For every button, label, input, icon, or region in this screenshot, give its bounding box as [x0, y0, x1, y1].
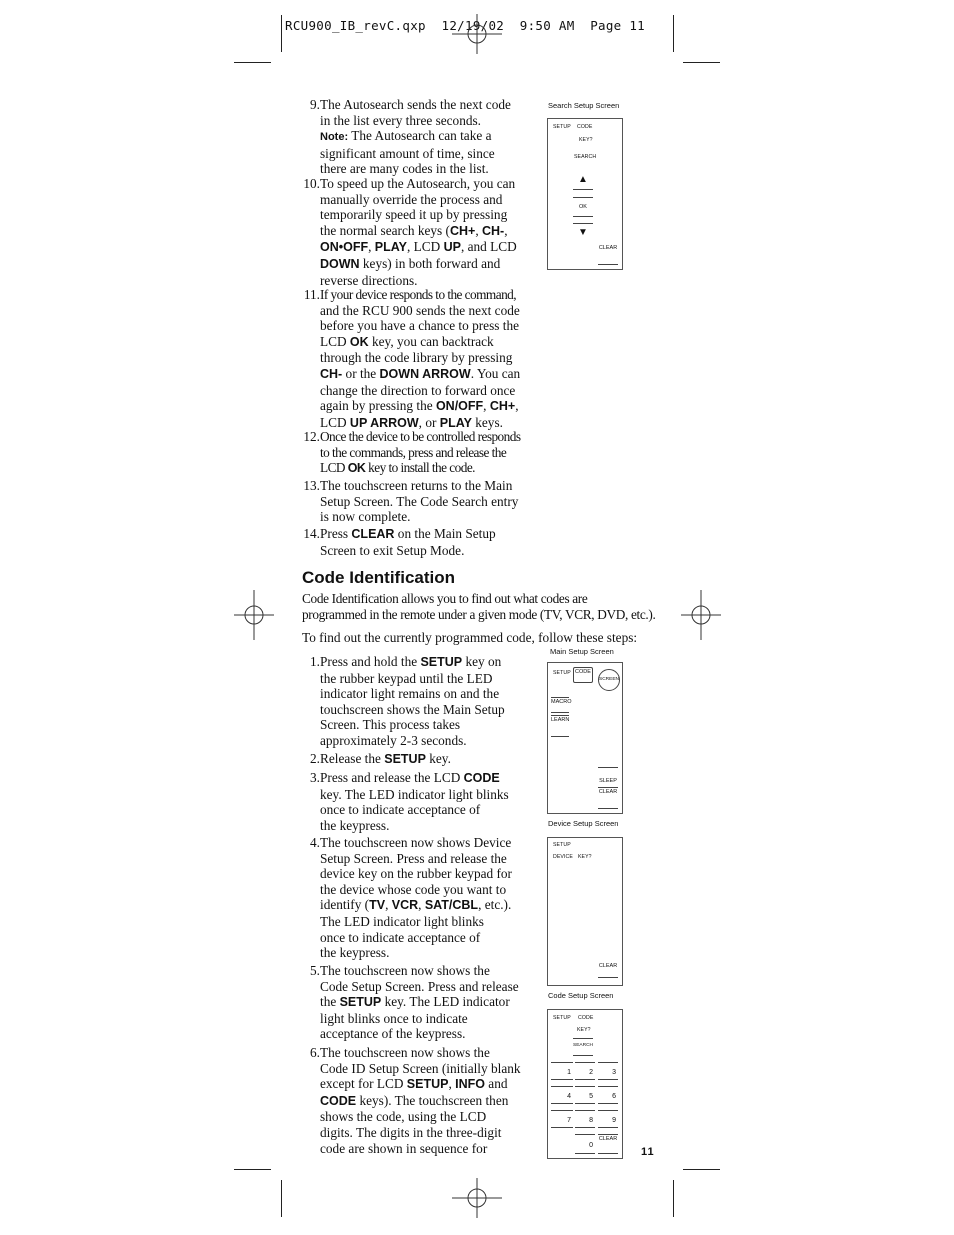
step-12: 12. Once the device to be controlled responds to the commands, press and release the LCD OK key to install the code.	[303, 429, 521, 476]
note-label: Note:	[320, 131, 349, 144]
code-label: CODE	[578, 1015, 594, 1021]
crop-mark	[683, 1169, 720, 1170]
step-11: 11. If your device responds to the command, and the RCU 900 sends the next code before you have a chance to press the LCD OK key, you can backtrack through the code library by pressing CH- or the DOWN ARROW. You can change the direction to forward once again by pressing the ON/OFF, CH+, LCD UP ARROW, or PLAY keys.	[303, 287, 521, 430]
down-arrow-key[interactable]: ▼	[573, 223, 593, 242]
registration-mark	[452, 14, 502, 54]
crop-mark	[683, 62, 720, 63]
main-screen-caption: Main Setup Screen	[550, 647, 614, 656]
step-5: 5. The touchscreen now shows the Code Setup Screen. Press and release the SETUP key. The LED indicator light blinks once to indicate acceptance of the keypress.	[310, 963, 519, 1042]
screen-key[interactable]: SCREEN	[598, 669, 620, 691]
device-label: DEVICE	[553, 854, 573, 860]
step-3: 3. Press and release the LCD CODE key. The LED indicator light blinks once to indicate acceptance of the keypress.	[310, 770, 509, 833]
clear-key[interactable]: CLEAR	[598, 787, 618, 809]
device-screen-caption: Device Setup Screen	[548, 819, 619, 828]
digit-3-key[interactable]: 3	[598, 1062, 618, 1080]
clear-key[interactable]: CLEAR	[598, 959, 618, 978]
crop-mark	[673, 1180, 674, 1217]
step-4: 4. The touchscreen now shows Device Setup Screen. Press and release the device key on the rubber keypad for the device whose code you want to identify (TV, VCR, SAT/CBL, etc.). The LED indicator light blinks once to indicate acceptance of the keypress.	[310, 835, 512, 961]
crop-mark	[234, 62, 271, 63]
registration-mark	[234, 590, 274, 640]
search-setup-screen	[547, 118, 623, 270]
clear-key[interactable]: CLEAR	[598, 1134, 618, 1154]
instruction-lead: To find out the currently programmed code, follow these steps:	[302, 630, 638, 645]
setup-label: SETUP	[553, 124, 571, 130]
file-header: RCU900_IB_revC.qxp 12/19/02 9:50 AM Page 11	[285, 18, 645, 33]
main-setup-screen	[547, 662, 623, 814]
up-arrow-key[interactable]: ▲	[573, 171, 593, 190]
registration-mark	[681, 590, 721, 640]
crop-mark	[281, 15, 282, 52]
step-10: 10. To speed up the Autosearch, you can manually override the process and temporarily speed it up by pressing the normal search keys (CH+, CH-, ON•OFF, PLAY, LCD UP, and LCD DOWN keys) in both forward and reverse directions.	[303, 176, 517, 288]
intro-paragraph: Code Identification allows you to find out what codes are programmed in the remote under a given mode (TV, VCR, DVD, etc.).	[302, 591, 656, 622]
crop-mark	[234, 1169, 271, 1170]
digit-0-key[interactable]: 0	[575, 1134, 595, 1154]
digit-1-key[interactable]: 1	[551, 1062, 573, 1080]
code-screen-caption: Code Setup Screen	[548, 991, 614, 1000]
digit-9-key[interactable]: 9	[598, 1110, 618, 1128]
code-label: CODE	[577, 124, 593, 130]
step-2: 2. Release the SETUP key.	[310, 751, 451, 766]
key-prompt: KEY?	[578, 854, 592, 860]
ok-key[interactable]: OK	[573, 197, 593, 217]
search-label: SEARCH	[574, 154, 597, 160]
digit-8-key[interactable]: 8	[575, 1110, 595, 1128]
section-title: Code Identification	[302, 568, 455, 587]
macro-key[interactable]: MACRO	[551, 697, 569, 713]
step-9: 9. The Autosearch sends the next code in the list every three seconds. Note: The Autosearch can take a significant amount of time, since there are many codes in the list.	[310, 97, 511, 177]
code-setup-screen	[547, 1009, 623, 1159]
digit-2-key[interactable]: 2	[575, 1062, 595, 1080]
crop-mark	[281, 1180, 282, 1217]
registration-mark	[452, 1178, 502, 1218]
key-prompt: KEY?	[579, 137, 593, 143]
setup-label: SETUP	[553, 842, 571, 848]
device-setup-screen	[547, 837, 623, 986]
digit-4-key[interactable]: 4	[551, 1086, 573, 1104]
setup-label: SETUP	[553, 1015, 571, 1021]
step-13: 13. The touchscreen returns to the Main Setup Screen. The Code Search entry is now complete.	[303, 478, 519, 525]
code-key[interactable]: CODE	[573, 667, 593, 683]
step-14: 14. Press CLEAR on the Main Setup Screen to exit Setup Mode.	[303, 526, 496, 558]
page-number: 11	[641, 1146, 655, 1158]
step-6: 6. The touchscreen now shows the Code ID Setup Screen (initially blank except for LCD SETUP, INFO and CODE keys). The touchscreen then shows the code, using the LCD digits. The digits in the three-digit code are shown in sequence for	[310, 1045, 521, 1156]
sleep-key[interactable]: SLEEP	[598, 767, 618, 786]
search-screen-caption: Search Setup Screen	[548, 101, 620, 110]
search-key[interactable]: SEARCH	[573, 1038, 593, 1056]
crop-mark	[673, 15, 674, 52]
digit-6-key[interactable]: 6	[598, 1086, 618, 1104]
digit-5-key[interactable]: 5	[575, 1086, 595, 1104]
clear-key[interactable]: CLEAR	[598, 244, 618, 265]
key-prompt: KEY?	[577, 1027, 591, 1033]
setup-label: SETUP	[553, 670, 571, 676]
learn-key[interactable]: LEARN	[551, 715, 569, 737]
step-1: 1. Press and hold the SETUP key on the rubber keypad until the LED indicator light remains on and the touchscreen shows the Main Setup Screen. This process takes approximately 2-3 seconds.	[310, 654, 505, 748]
digit-7-key[interactable]: 7	[551, 1110, 573, 1128]
